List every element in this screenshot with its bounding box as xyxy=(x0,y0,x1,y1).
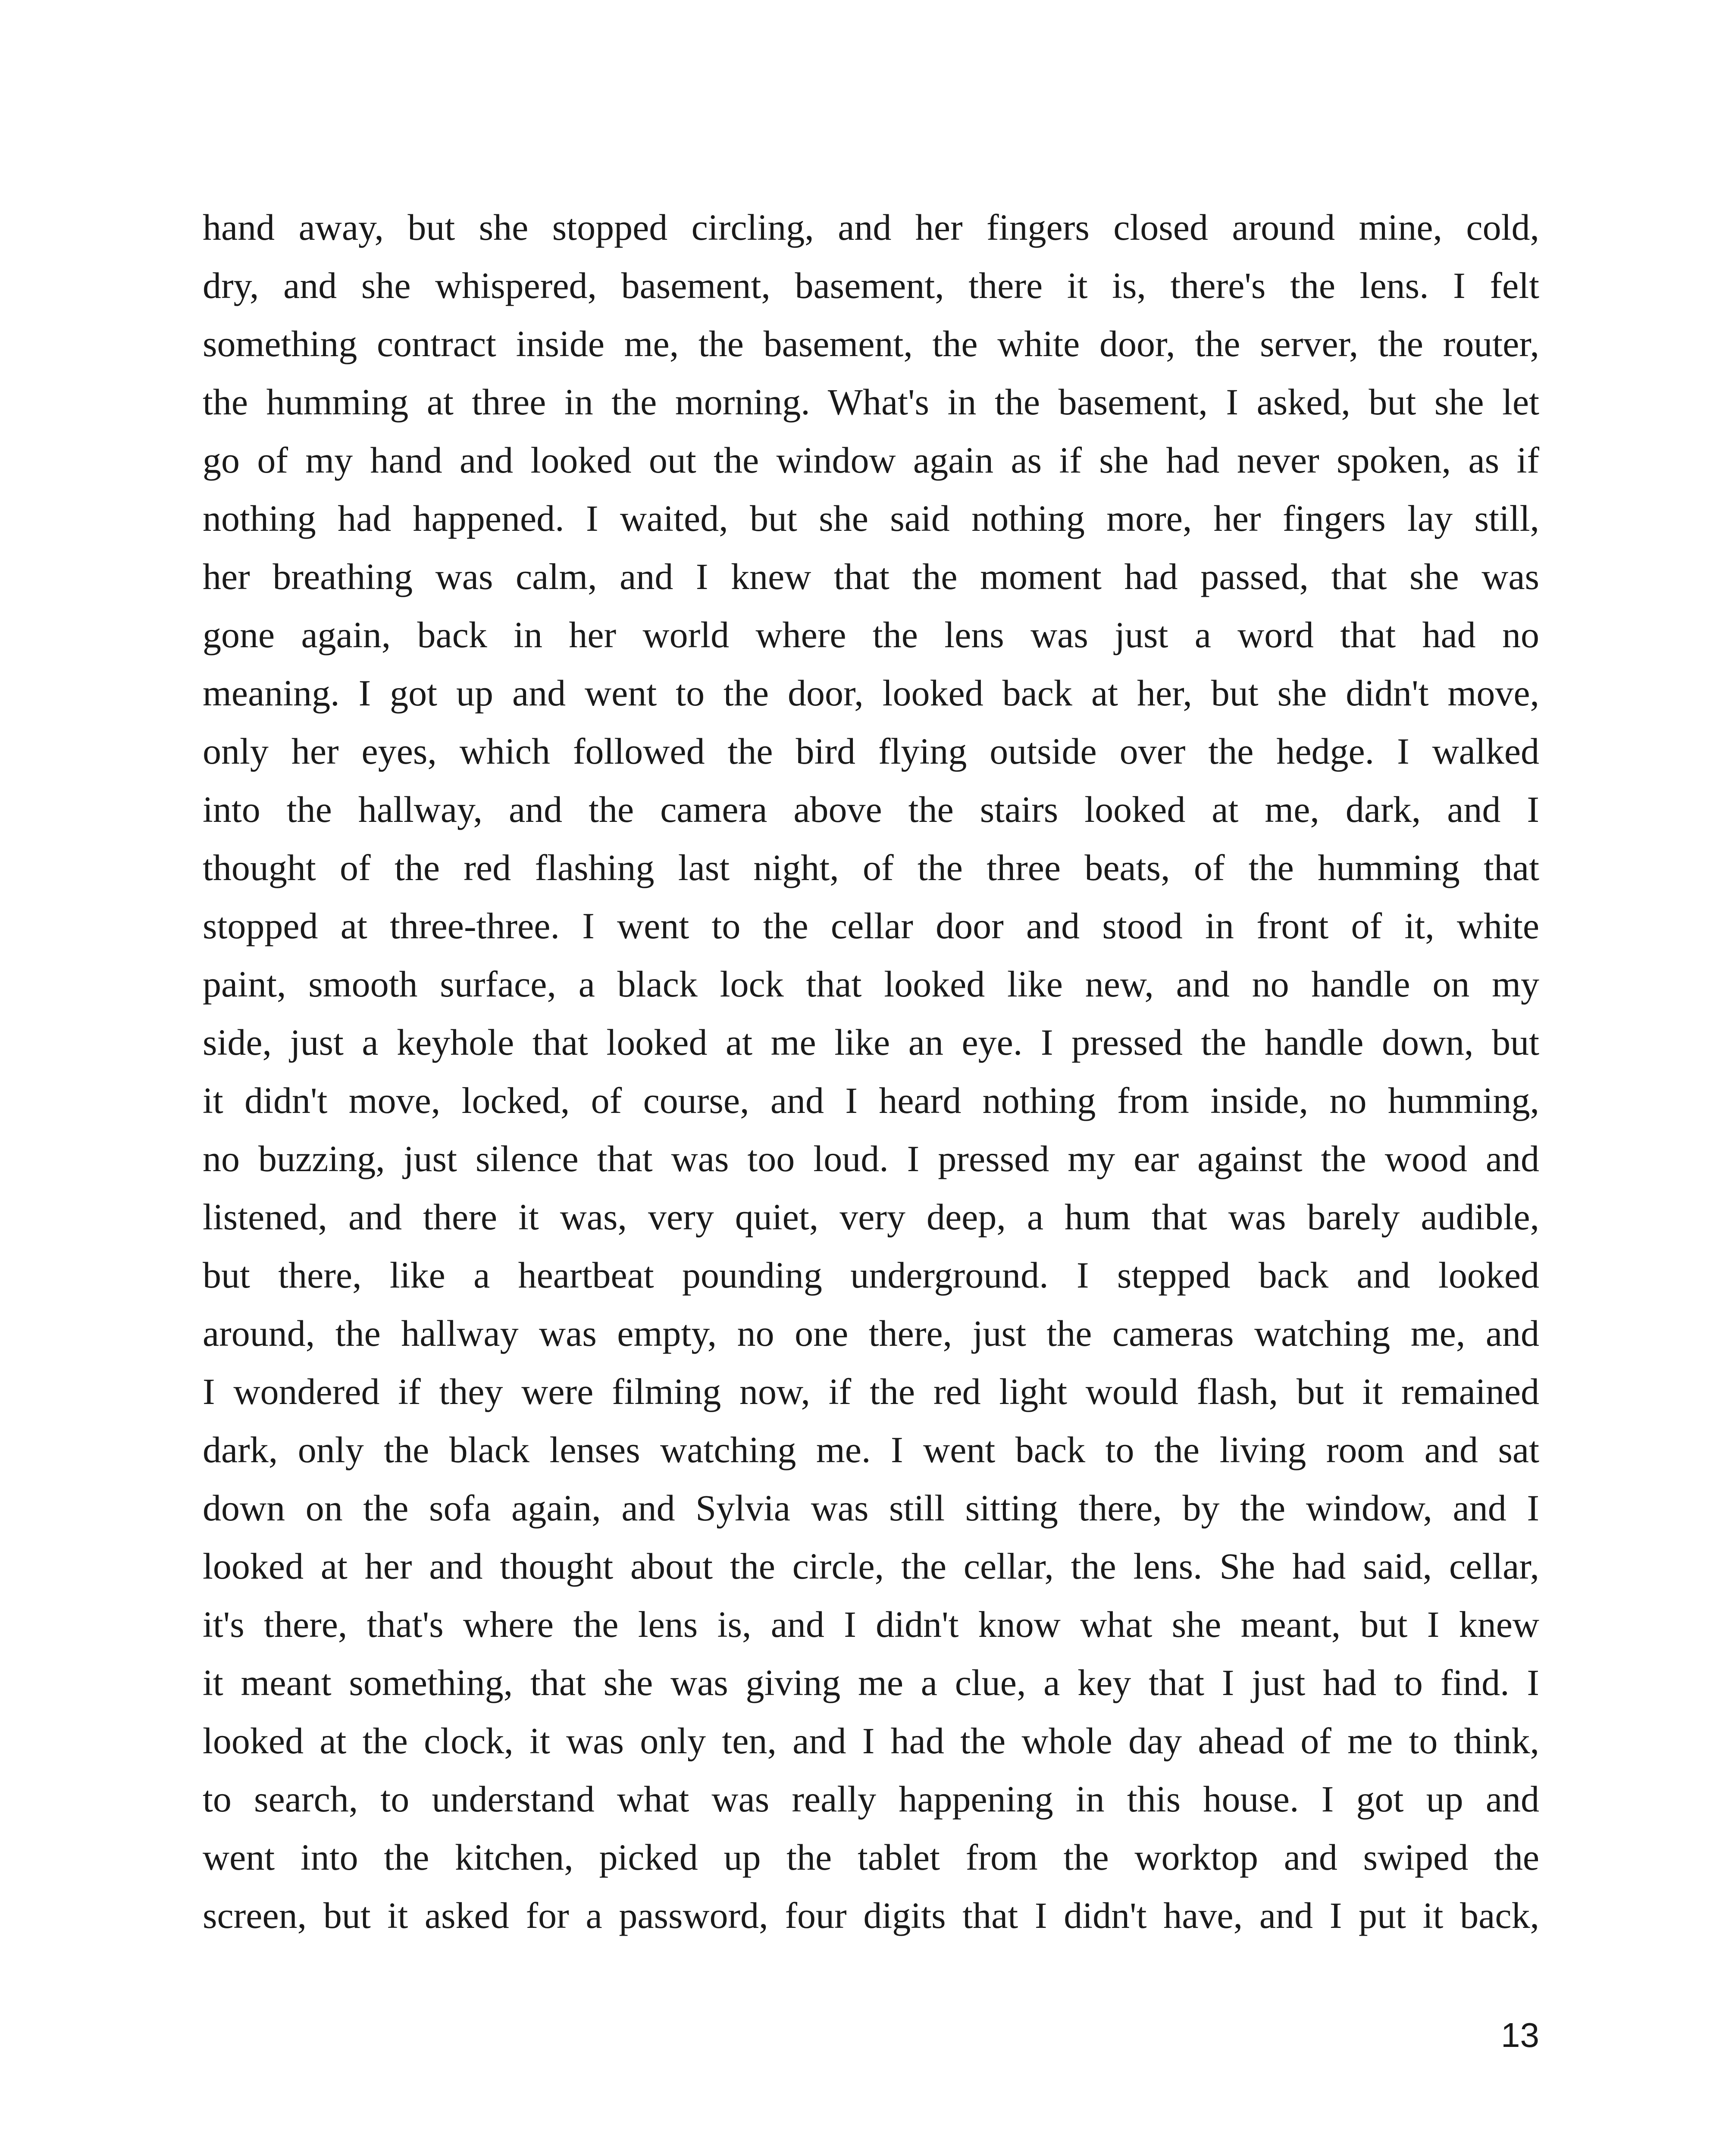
text-line: looked at the clock, it was only ten, and I had the whole day ahead of me to think, xyxy=(203,1720,1539,1761)
text-line: it meant something, that she was giving me a clue, a key that I just had to find. I xyxy=(203,1662,1539,1703)
text-line: dark, only the black lenses watching me. I went back to the living room and sat xyxy=(203,1429,1539,1470)
text-line: no buzzing, just silence that was too loud. I pressed my ear against the wood and xyxy=(203,1138,1539,1179)
text-line: stopped at three-three. I went to the cellar door and stood in front of it, white xyxy=(203,905,1539,946)
text-line: it didn't move, locked, of course, and I heard nothing from inside, no humming, xyxy=(203,1080,1539,1121)
text-line: something contract inside me, the basement, the white door, the server, the router, xyxy=(203,323,1539,364)
text-line: meaning. I got up and went to the door, looked back at her, but she didn't move, xyxy=(203,672,1539,714)
text-line: looked at her and thought about the circle, the cellar, the lens. She had said, cellar, xyxy=(203,1545,1539,1587)
text-line: to search, to understand what was really happening in this house. I got up and xyxy=(203,1778,1539,1820)
text-line: only her eyes, which followed the bird flying outside over the hedge. I walked xyxy=(203,730,1539,772)
text-line: into the hallway, and the camera above the stairs looked at me, dark, and I xyxy=(203,789,1539,830)
text-line: it's there, that's where the lens is, and I didn't know what she meant, but I knew xyxy=(203,1604,1539,1645)
text-line: side, just a keyhole that looked at me like an eye. I pressed the handle down, but xyxy=(203,1022,1539,1063)
text-line: but there, like a heartbeat pounding underground. I stepped back and looked xyxy=(203,1254,1539,1296)
page-number: 13 xyxy=(1501,2016,1539,2054)
text-line: went into the kitchen, picked up the tablet from the worktop and swiped the xyxy=(203,1836,1539,1878)
text-line: down on the sofa again, and Sylvia was still sitting there, by the window, and I xyxy=(203,1487,1539,1529)
text-line: hand away, but she stopped circling, and her fingers closed around mine, cold, xyxy=(203,207,1539,248)
text-line: screen, but it asked for a password, four digits that I didn't have, and I put it back, xyxy=(203,1895,1539,1936)
text-line: go of my hand and looked out the window again as if she had never spoken, as if xyxy=(203,439,1539,481)
text-line: nothing had happened. I waited, but she said nothing more, her fingers lay still, xyxy=(203,498,1539,539)
text-line: I wondered if they were filming now, if the red light would flash, but it remained xyxy=(203,1371,1539,1412)
text-line: dry, and she whispered, basement, basement, there it is, there's the lens. I felt xyxy=(203,265,1539,306)
text-line: thought of the red flashing last night, of the three beats, of the humming that xyxy=(203,847,1539,888)
body-text xyxy=(203,198,1539,1945)
text-line: gone again, back in her world where the lens was just a word that had no xyxy=(203,614,1539,655)
text-line: the humming at three in the morning. What's in the basement, I asked, but she let xyxy=(203,381,1539,423)
text-line: her breathing was calm, and I knew that the moment had passed, that she was xyxy=(203,556,1539,597)
text-line: paint, smooth surface, a black lock that looked like new, and no handle on my xyxy=(203,963,1539,1005)
text-line: listened, and there it was, very quiet, very deep, a hum that was barely audible, xyxy=(203,1196,1539,1238)
text-line: around, the hallway was empty, no one there, just the cameras watching me, and xyxy=(203,1313,1539,1354)
